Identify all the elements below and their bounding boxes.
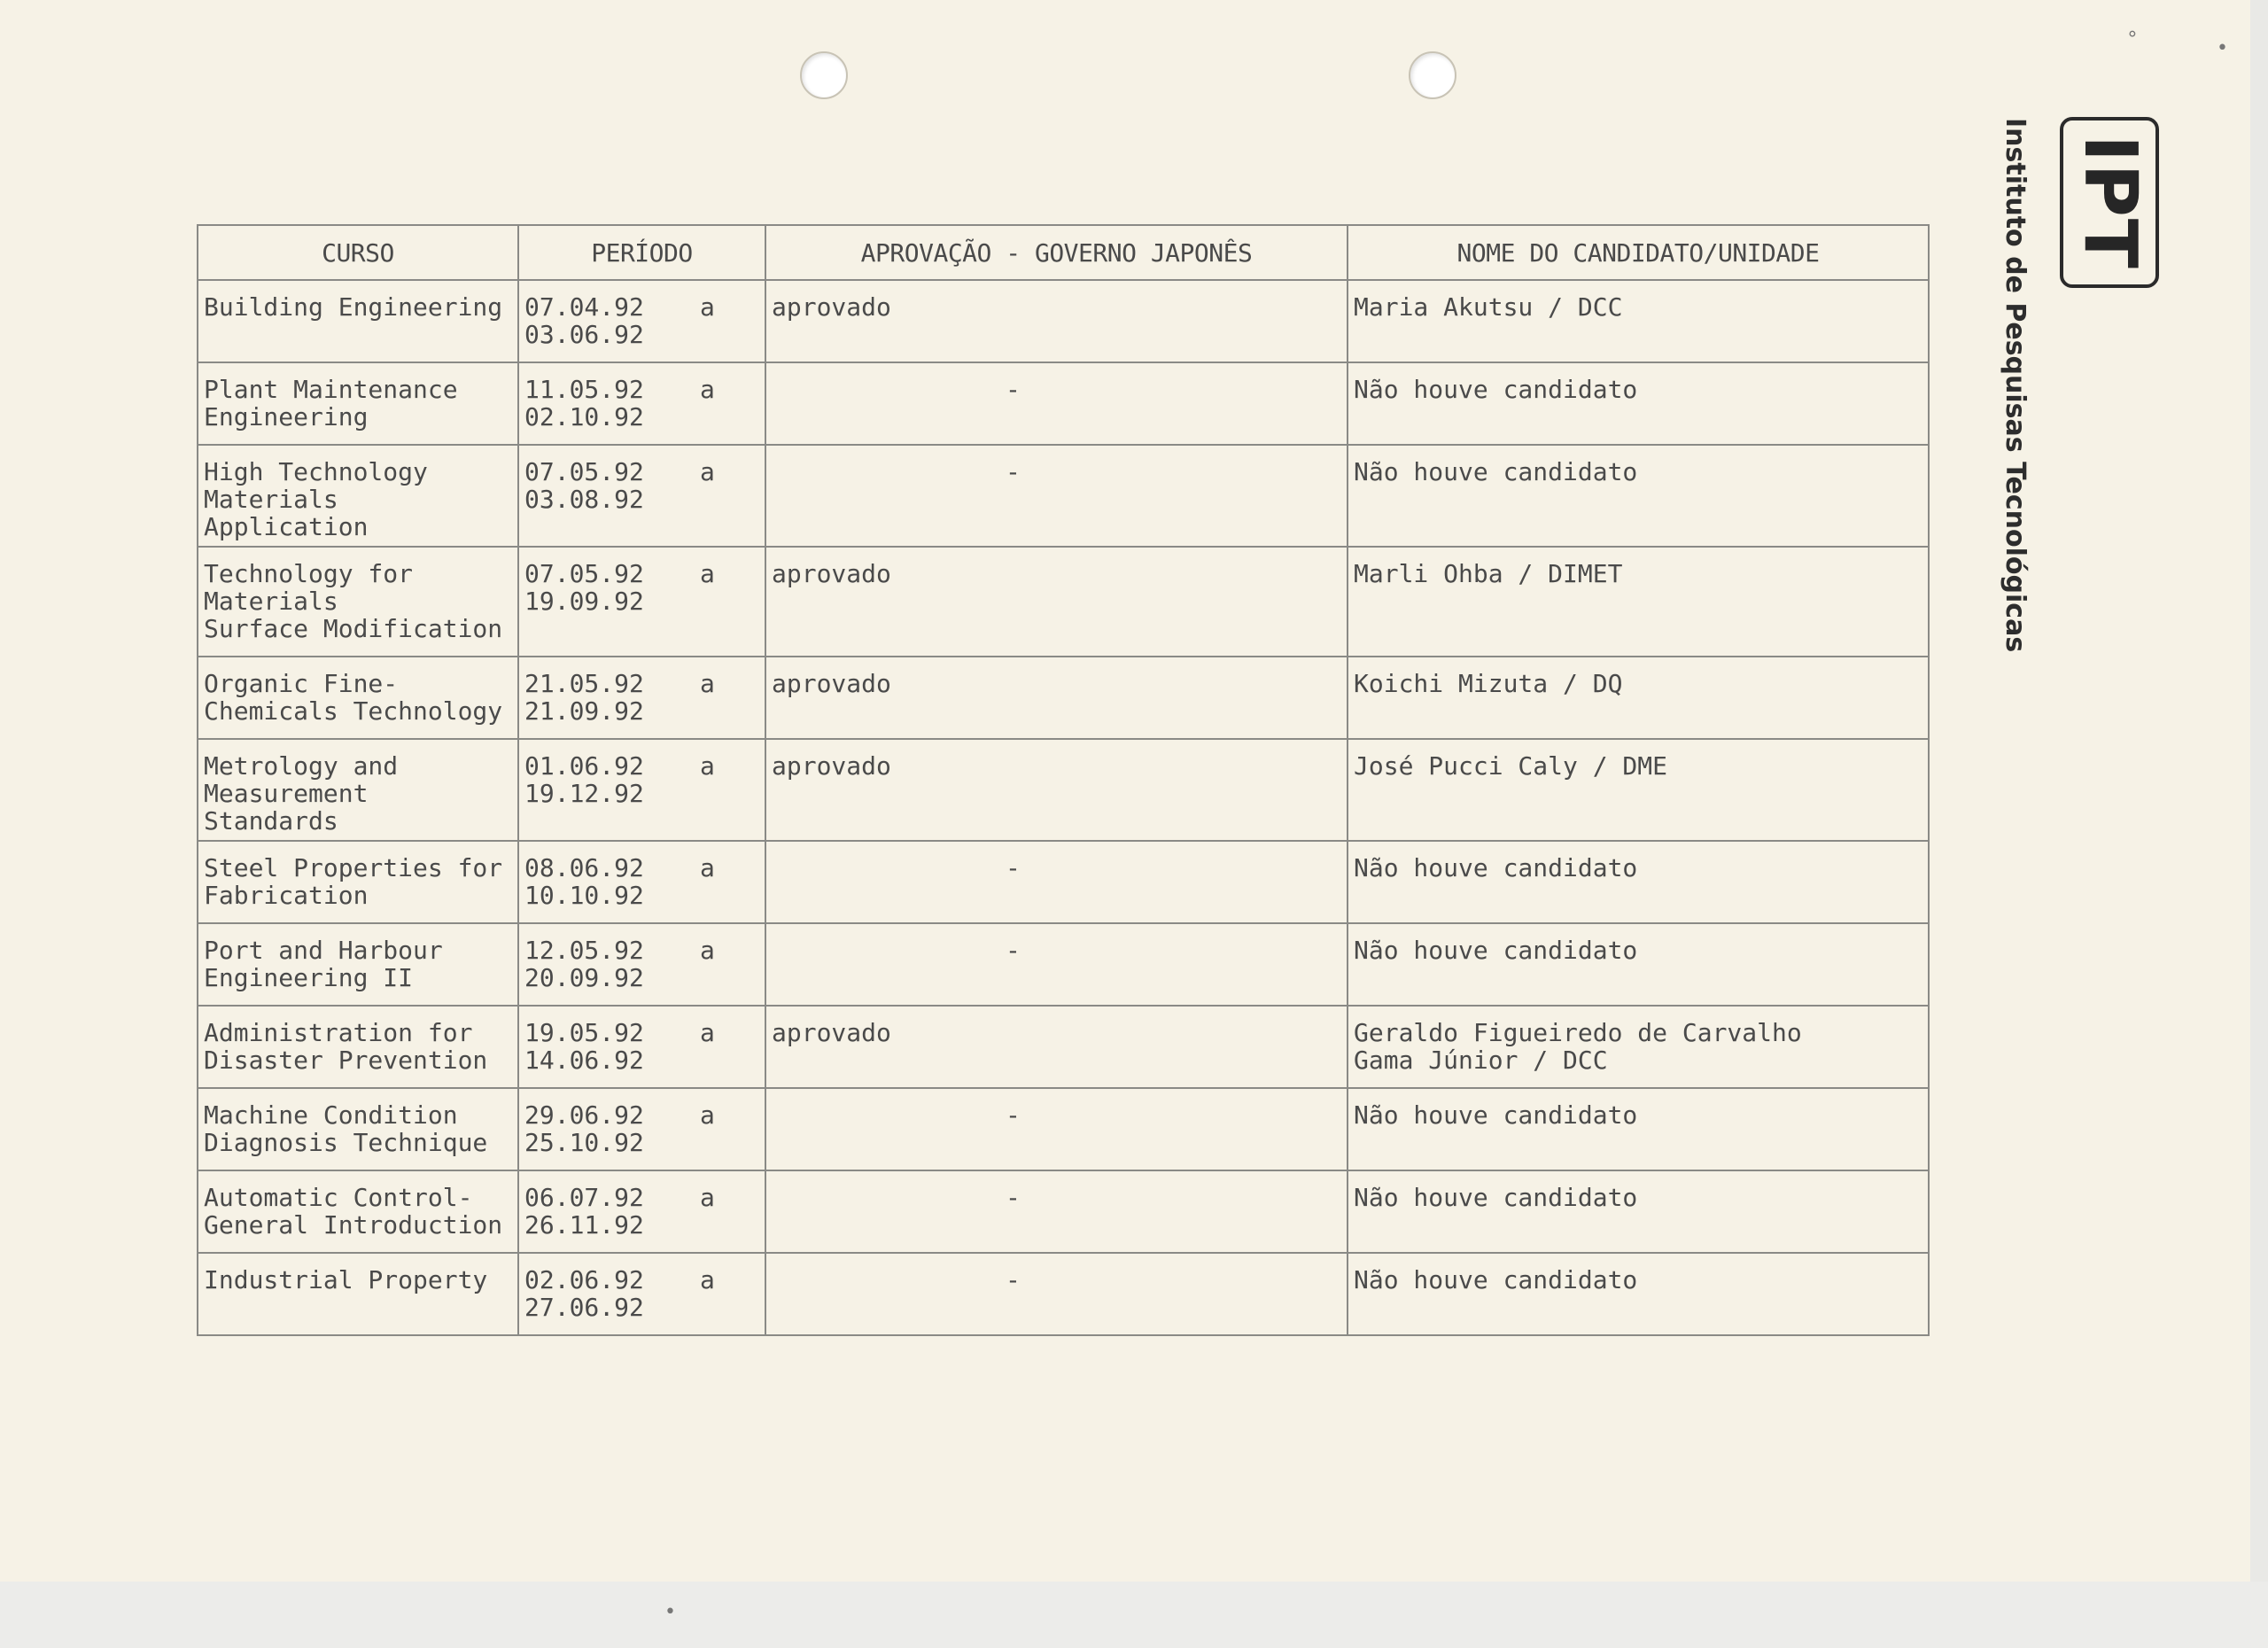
periodo-fim: 19.09.92: [524, 587, 644, 616]
cell-curso: Organic Fine- Chemicals Technology: [198, 657, 518, 739]
cell-periodo: [518, 1170, 765, 1253]
periodo-separator: a: [700, 1100, 715, 1130]
cell-aprovacao: -: [765, 1253, 1348, 1335]
periodo-inicio: 12.05.92: [524, 936, 644, 965]
courses-table: [197, 224, 1930, 1336]
cell-curso: Metrology and Measurement Standards: [198, 739, 518, 841]
periodo-inicio: 11.05.92: [524, 375, 644, 404]
cell-candidato: Não houve candidato: [1348, 841, 1929, 923]
cell-curso: Steel Properties for Fabrication: [198, 841, 518, 923]
cell-periodo: [518, 1006, 765, 1088]
table-row: [198, 280, 1929, 362]
periodo-fim: 14.06.92: [524, 1046, 644, 1075]
table-row: [198, 1253, 1929, 1335]
paper-speck: •: [2217, 37, 2228, 59]
periodo-separator: a: [700, 1018, 715, 1047]
cell-aprovacao: -: [765, 362, 1348, 445]
cell-periodo: [518, 280, 765, 362]
periodo-inicio: 06.07.92: [524, 1183, 644, 1212]
periodo-fim: 02.10.92: [524, 402, 644, 431]
periodo-separator: a: [700, 559, 715, 588]
cell-curso: Port and Harbour Engineering II: [198, 923, 518, 1006]
cell-curso: Industrial Property: [198, 1253, 518, 1335]
institution-name: Instituto de Pesquisas Tecnológicas: [2000, 118, 2031, 653]
periodo-inicio: 02.06.92: [524, 1265, 644, 1294]
periodo-separator: a: [700, 669, 715, 698]
periodo-separator: a: [700, 936, 715, 965]
periodo-inicio: 07.05.92: [524, 457, 644, 486]
table-row: [198, 923, 1929, 1006]
cell-periodo: [518, 739, 765, 841]
periodo-fim: 25.10.92: [524, 1128, 644, 1157]
logo-text: IPT: [2067, 135, 2152, 270]
cell-aprovacao: aprovado: [765, 280, 1348, 362]
punch-hole-left: [800, 51, 848, 99]
periodo-separator: a: [700, 751, 715, 781]
table-row: [198, 445, 1929, 547]
cell-aprovacao: aprovado: [765, 739, 1348, 841]
ipt-logo: [2060, 117, 2159, 288]
cell-curso: Machine Condition Diagnosis Technique: [198, 1088, 518, 1170]
paper-speck: ∘: [2126, 23, 2139, 45]
periodo-separator: a: [700, 457, 715, 486]
cell-periodo: [518, 841, 765, 923]
table-row: [198, 657, 1929, 739]
cell-aprovacao: -: [765, 445, 1348, 547]
periodo-inicio: 08.06.92: [524, 853, 644, 882]
cell-candidato: Não houve candidato: [1348, 445, 1929, 547]
periodo-inicio: 29.06.92: [524, 1100, 644, 1130]
periodo-inicio: 21.05.92: [524, 669, 644, 698]
periodo-fim: 27.06.92: [524, 1293, 644, 1322]
header-candidato: NOME DO CANDIDATO/UNIDADE: [1348, 225, 1929, 280]
table-row: [198, 362, 1929, 445]
paper-speck: •: [664, 1601, 676, 1623]
cell-periodo: [518, 1253, 765, 1335]
cell-aprovacao: aprovado: [765, 1006, 1348, 1088]
cell-curso: Administration for Disaster Prevention: [198, 1006, 518, 1088]
punch-hole-right: [1409, 51, 1456, 99]
cell-periodo: [518, 445, 765, 547]
cell-curso: Technology for Materials Surface Modification: [198, 547, 518, 657]
header-periodo: PERÍODO: [518, 225, 765, 280]
periodo-separator: a: [700, 1265, 715, 1294]
periodo-fim: 19.12.92: [524, 779, 644, 808]
cell-periodo: [518, 657, 765, 739]
table-row: [198, 739, 1929, 841]
cell-aprovacao: aprovado: [765, 657, 1348, 739]
cell-curso: Plant Maintenance Engineering: [198, 362, 518, 445]
periodo-separator: a: [700, 375, 715, 404]
cell-candidato: Koichi Mizuta / DQ: [1348, 657, 1929, 739]
periodo-separator: a: [700, 853, 715, 882]
periodo-separator: a: [700, 1183, 715, 1212]
periodo-fim: 10.10.92: [524, 881, 644, 910]
cell-curso: Automatic Control- General Introduction: [198, 1170, 518, 1253]
periodo-inicio: 07.04.92: [524, 292, 644, 322]
cell-curso: High Technology Materials Application: [198, 445, 518, 547]
cell-aprovacao: -: [765, 923, 1348, 1006]
cell-candidato: Marli Ohba / DIMET: [1348, 547, 1929, 657]
cell-candidato: Não houve candidato: [1348, 1088, 1929, 1170]
cell-curso: Building Engineering: [198, 280, 518, 362]
cell-periodo: [518, 1088, 765, 1170]
cell-candidato: Geraldo Figueiredo de Carvalho Gama Júnior / DCC: [1348, 1006, 1929, 1088]
cell-periodo: [518, 923, 765, 1006]
cell-candidato: Não houve candidato: [1348, 1253, 1929, 1335]
table-row: [198, 547, 1929, 657]
cell-aprovacao: -: [765, 841, 1348, 923]
periodo-fim: 26.11.92: [524, 1210, 644, 1240]
header-aprovacao: APROVAÇÃO - GOVERNO JAPONÊS: [765, 225, 1348, 280]
table-row: [198, 1006, 1929, 1088]
cell-aprovacao: -: [765, 1170, 1348, 1253]
table-row: [198, 1170, 1929, 1253]
table-row: [198, 1088, 1929, 1170]
cell-candidato: Não houve candidato: [1348, 1170, 1929, 1253]
periodo-inicio: 01.06.92: [524, 751, 644, 781]
periodo-fim: 21.09.92: [524, 696, 644, 726]
cell-periodo: [518, 362, 765, 445]
scan-background: [0, 1582, 2268, 1648]
periodo-inicio: 19.05.92: [524, 1018, 644, 1047]
periodo-fim: 03.08.92: [524, 485, 644, 514]
periodo-fim: 20.09.92: [524, 963, 644, 992]
cell-periodo: [518, 547, 765, 657]
periodo-separator: a: [700, 292, 715, 322]
cell-candidato: Não houve candidato: [1348, 923, 1929, 1006]
cell-candidato: Não houve candidato: [1348, 362, 1929, 445]
cell-candidato: Maria Akutsu / DCC: [1348, 280, 1929, 362]
header-curso: CURSO: [198, 225, 518, 280]
cell-aprovacao: aprovado: [765, 547, 1348, 657]
cell-aprovacao: -: [765, 1088, 1348, 1170]
periodo-inicio: 07.05.92: [524, 559, 644, 588]
table-header-row: [198, 225, 1929, 280]
cell-candidato: José Pucci Caly / DME: [1348, 739, 1929, 841]
periodo-fim: 03.06.92: [524, 320, 644, 349]
table-row: [198, 841, 1929, 923]
